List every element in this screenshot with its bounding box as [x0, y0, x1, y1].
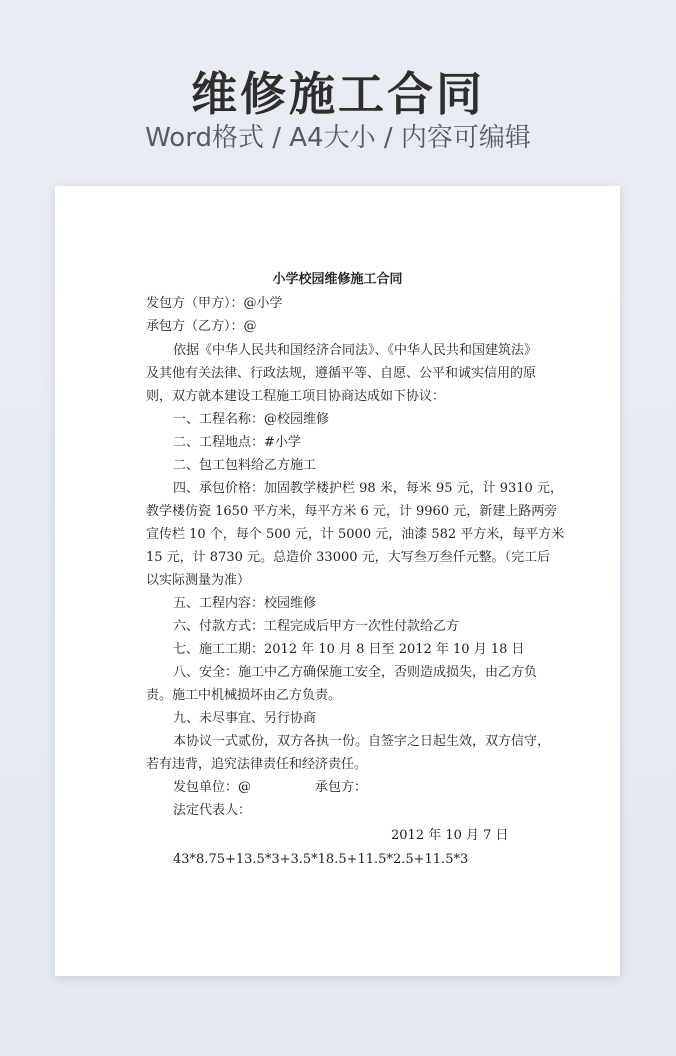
closing-line: 本协议一式贰份，双方各执一份。自签字之日起生效，双方信守，: [173, 734, 551, 749]
calculation-formula: 43*8.75+13.5*3+3.5*18.5+11.5*2.5+11.5*3: [173, 852, 469, 867]
clause-price-line: 宣传栏 10 个，每个 500 元，计 5000 元，油漆 582 平方米，每平方米: [146, 527, 565, 542]
clause-payment: 六、付款方式：工程完成后甲方一次性付款给乙方: [173, 619, 460, 634]
clause-schedule: 七、施工工期：2012 年 10 月 8 日至 2012 年 10 月 18 日: [173, 642, 525, 657]
intro-line: 及其他有关法律、行政法规，遵循平等、自愿、公平和诚实信用的原: [146, 366, 537, 381]
intro-line: 依据《中华人民共和国经济合同法》、《中华人民共和国建筑法》: [173, 343, 538, 358]
clause-project-name: 一、工程名称：@校园维修: [173, 412, 330, 427]
clause-safety-line: 八、安全：施工中乙方确保施工安全，否则造成损失，由乙方负: [173, 665, 538, 680]
clause-price-line: 教学楼仿瓷 1650 平方米，每平方米 6 元，计 9960 元，新建上路两旁: [146, 504, 558, 519]
sign-party-b: 承包方：: [315, 780, 368, 795]
document-page: [55, 186, 620, 976]
party-a-line: 发包方（甲方）：@小学: [146, 296, 283, 311]
clause-price-line: 15 元，计 8730 元。总造价 33000 元，大写叁万叁仟元整。（完工后: [146, 550, 551, 565]
banner-title: 维修施工合同: [191, 67, 485, 121]
party-b-line: 承包方（乙方）：@: [146, 319, 257, 334]
signing-date: 2012 年 10 月 7 日: [391, 828, 509, 843]
clause-other-matters: 九、未尽事宜、另行协商: [173, 711, 317, 726]
clause-price-line: 以实际测量为准）: [146, 573, 251, 588]
banner-subtitle: Word格式 / A4大小 / 内容可编辑: [145, 123, 531, 153]
sign-party-a: 发包单位：@: [173, 780, 252, 795]
clause-work-content: 五、工程内容：校园维修: [173, 596, 317, 611]
clause-project-location: 二、工程地点：#小学: [173, 435, 301, 450]
clause-price-line: 四、承包价格：加固教学楼护栏 98 米，每米 95 元，计 9310 元，: [173, 481, 563, 496]
intro-line: 则，双方就本建设工程施工项目协商达成如下协议：: [146, 389, 446, 404]
closing-line: 若有违背，追究法律责任和经济责任。: [146, 757, 368, 772]
signature-row: [173, 776, 532, 799]
clause-contract-mode: 二、包工包料给乙方施工: [173, 458, 317, 473]
legal-representative: 法定代表人：: [173, 803, 252, 818]
clause-safety-line: 责。施工中机械损坏由乙方负责。: [146, 688, 342, 703]
document-title: 小学校园维修施工合同: [272, 272, 403, 287]
